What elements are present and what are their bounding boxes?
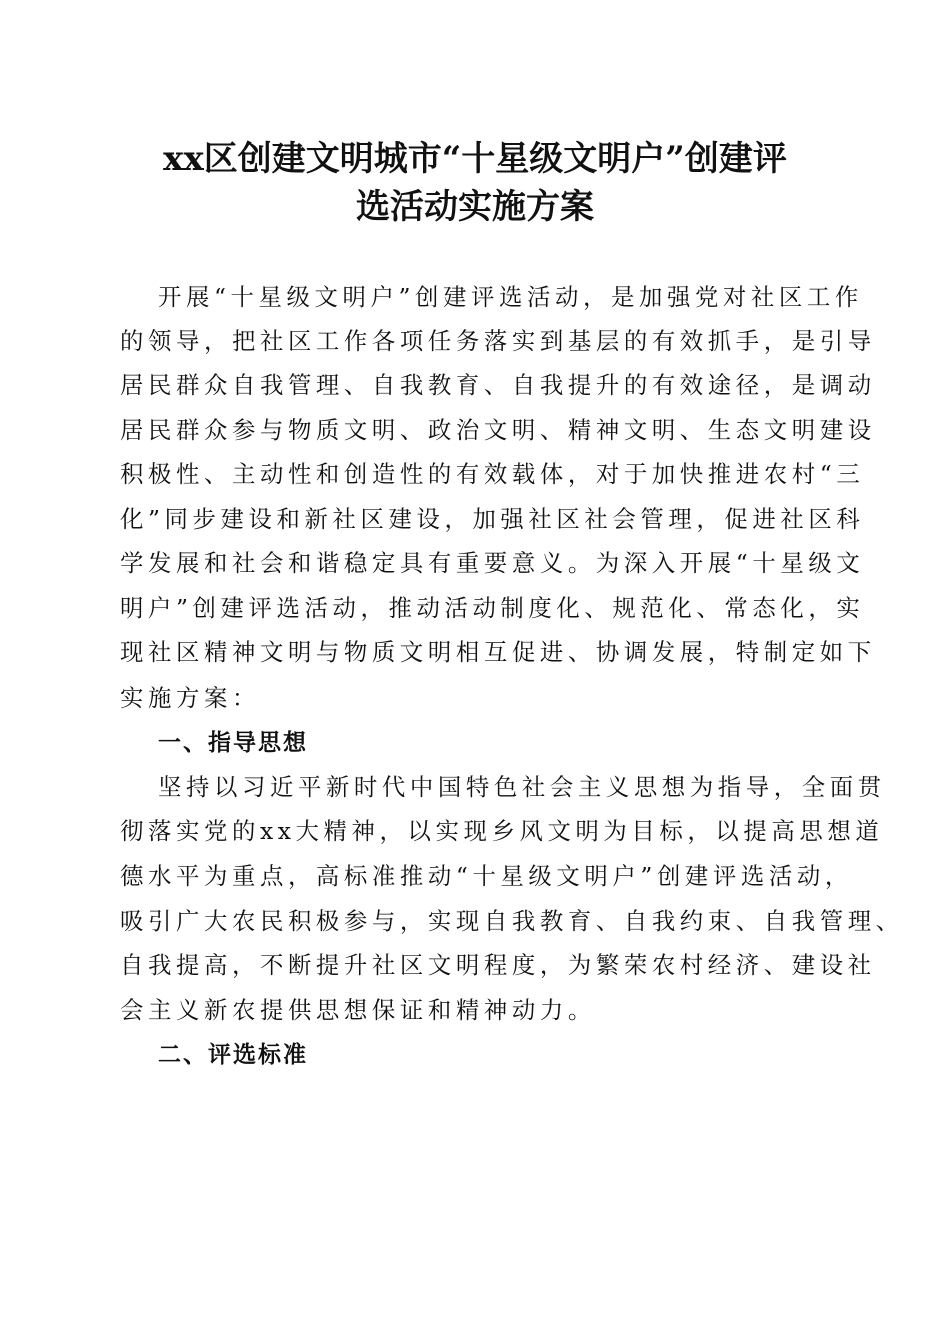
intro-line-5: 积极性、主动性和创造性的有效载体，对于加快推进农村“三 [120, 460, 865, 488]
section1-line-5: 自我提高，不断提升社区文明程度，为繁荣农村经济、建设社 [120, 951, 876, 979]
intro-line-1: 开展“十星级文明户”创建评选活动，是加强党对社区工作 [158, 283, 863, 311]
section1-line-2: 彻落实党的xx大精神，以实现乡风文明为目标，以提高思想道 [120, 817, 884, 845]
section1-line-4: 吸引广大农民积极参与，实现自我教育、自我约束、自我管理、 [120, 907, 904, 935]
intro-line-8: 明户”创建评选活动，推动活动制度化、规范化、常态化，实 [120, 594, 865, 622]
document-title-line-2: 选活动实施方案 [356, 187, 594, 227]
intro-line-3: 居民群众自我管理、自我教育、自我提升的有效途径，是调动 [120, 371, 876, 399]
section-heading-evaluation-criteria: 二、评选标准 [158, 1042, 308, 1068]
intro-line-4: 居民群众参与物质文明、政治文明、精神文明、生态文明建设 [120, 416, 876, 444]
intro-line-7: 学发展和社会和谐稳定具有重要意义。为深入开展“十星级文 [120, 549, 865, 577]
section-heading-guiding-ideology: 一、指导思想 [158, 730, 308, 756]
intro-line-9: 现社区精神文明与物质文明相互促进、协调发展，特制定如下 [120, 638, 876, 666]
intro-line-2: 的领导，把社区工作各项任务落实到基层的有效抓手，是引导 [120, 327, 876, 355]
intro-line-6: 化”同步建设和新社区建设，加强社区社会管理，促进社区科 [120, 505, 865, 533]
document-title-line-1: xx区创建文明城市“十星级文明户”创建评 [163, 139, 787, 179]
intro-line-10: 实施方案： [120, 684, 260, 712]
section1-line-6: 会主义新农提供思想保证和精神动力。 [120, 996, 596, 1024]
section1-line-1: 坚持以习近平新时代中国特色社会主义思想为指导，全面贯 [158, 773, 886, 801]
section1-line-3: 德水平为重点，高标准推动“十星级文明户”创建评选活动， [120, 862, 853, 890]
